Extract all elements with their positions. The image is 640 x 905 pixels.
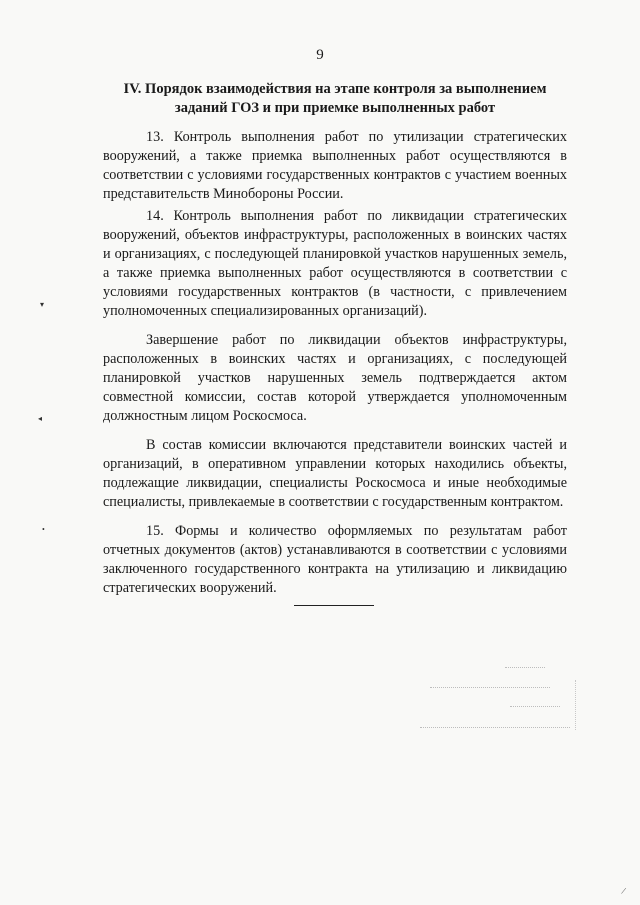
paragraph-commission: В состав комиссии включаются представители воинских частей и организаций, в оперативном управлении которых находились объекты, подлежащие ликвидации, специалисты Роскосмоса и иные необходимые специалисты, привлекаемые в соответствии с государственным контрактом. xyxy=(103,437,567,510)
scan-artifact xyxy=(575,680,576,730)
end-of-text-rule xyxy=(294,605,374,606)
margin-mark-icon: ◂ xyxy=(38,414,43,423)
scan-artifact xyxy=(505,667,545,668)
scan-artifact xyxy=(430,687,550,688)
paragraph-14: 14. Контроль выполнения работ по ликвидации стратегических вооружений, объектов инфраструктуры, расположенных в воинских частях и организациях, с последующей планировкой участков нарушенных земель, а также приемка выполненных работ осуществляются в соответствии с условиями государственных контрактов (в частности, с привлечением уполномоченных специализированных организаций). xyxy=(103,208,567,319)
margin-mark-icon: ▾ xyxy=(40,300,45,309)
paragraph-completion: Завершение работ по ликвидации объектов инфраструктуры, расположенных в воинских частях и организациях, с последующей планировкой участков нарушенных земель подтверждается актом совместной комиссии, состав которой утверждается уполномоченным должностным лицом Роскосмоса. xyxy=(103,332,567,424)
scan-artifact xyxy=(510,706,560,707)
scan-artifact xyxy=(420,727,570,728)
margin-mark-icon: • xyxy=(42,525,45,534)
document-body xyxy=(103,128,567,598)
section-heading-line-2: заданий ГОЗ и при приемке выполненных работ xyxy=(174,100,496,116)
corner-mark-icon: / xyxy=(620,885,627,898)
page-number: 9 xyxy=(316,47,324,63)
section-heading xyxy=(100,80,570,118)
paragraph-15: 15. Формы и количество оформляемых по результатам работ отчетных документов (актов) устанавливаются в соответствии с условиями заключенного государственного контракта на утилизацию и ликвидацию стратегических вооружений. xyxy=(103,523,567,596)
section-heading-line-1: IV. Порядок взаимодействия на этапе контроля за выполнением xyxy=(123,81,547,97)
paragraph-13: 13. Контроль выполнения работ по утилизации стратегических вооружений, а также приемка выполненных работ осуществляются в соответствии с условиями государственных контрактов с участием военных представительств Минобороны России. xyxy=(103,129,567,202)
